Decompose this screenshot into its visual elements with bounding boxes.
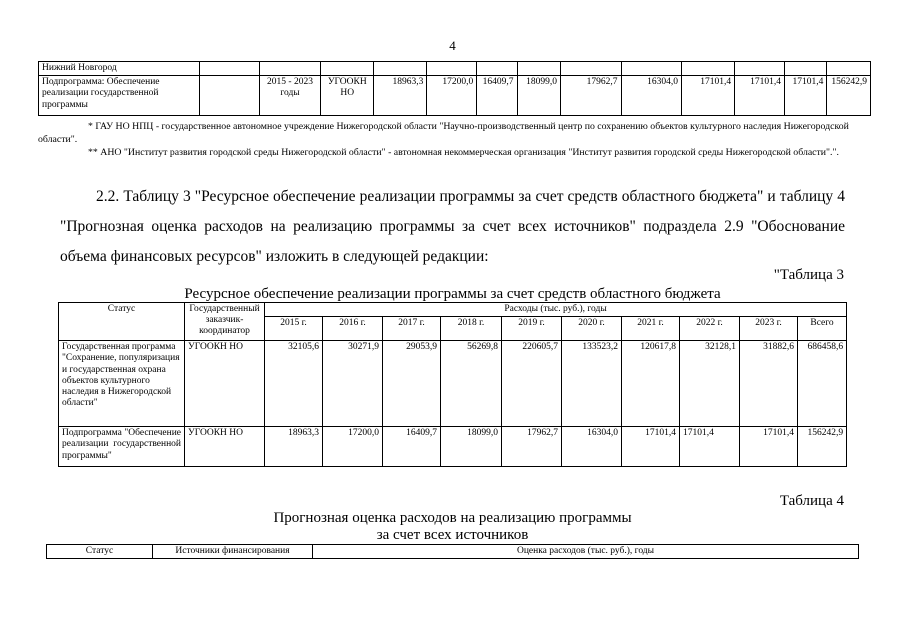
header-customer: Государственный заказчик-координатор [185, 303, 265, 341]
table-row [39, 62, 871, 76]
value-cell: 686458,6 [798, 341, 847, 427]
value-cell: 18099,0 [441, 427, 502, 467]
status-cell: Государственная программа "Сохранение, популяризация и государственная охрана объектов культурного наследия в Нижегородской области" [59, 341, 185, 427]
value-cell: 220605,7 [502, 341, 562, 427]
value-cell: 18963,3 [374, 76, 427, 116]
executor-cell: УГООКН НО [321, 76, 374, 116]
value-cell: 30271,9 [323, 341, 383, 427]
value-cell: 29053,9 [383, 341, 441, 427]
table4 [46, 544, 859, 559]
value-cell: 32128,1 [680, 341, 740, 427]
value-cell: 17200,0 [323, 427, 383, 467]
table4-title-line2: за счет всех источников [376, 527, 529, 543]
header-total: Всего [798, 317, 847, 341]
value-cell: 17962,7 [502, 427, 562, 467]
table4-label: Таблица 4 [779, 493, 844, 509]
period-cell: 2015 - 2023 годы [259, 76, 321, 116]
table-row [39, 76, 871, 116]
value-cell: 16409,7 [477, 76, 517, 116]
value-cell: 156242,9 [827, 76, 871, 116]
table-header-row [47, 545, 859, 559]
value-cell: 32105,6 [265, 341, 323, 427]
header-year: 2018 г. [441, 317, 502, 341]
header-status: Статус [47, 545, 153, 559]
status-cell: Подпрограмма "Обеспечение реализации государственной программы" [59, 427, 185, 467]
value-cell: 56269,8 [441, 341, 502, 427]
table-top [38, 61, 871, 116]
value-cell: 17101,4 [680, 427, 740, 467]
header-expenses: Расходы (тыс. руб.), годы [265, 303, 847, 317]
footnote-1: * ГАУ НО НПЦ - государственное автономное учреждение Нижегородской области "Научно-производственный центр по сохранению объектов культурного наследия Нижегородской области". [38, 121, 849, 145]
value-cell: 156242,9 [798, 427, 847, 467]
header-year: 2020 г. [562, 317, 622, 341]
value-cell: 31882,6 [740, 341, 798, 427]
value-cell: 17101,4 [784, 76, 826, 116]
footnote-2: ** АНО "Институт развития городской среды Нижегородской области" - автономная некоммерческая организация "Институт развития городской среды Нижегородской области".". [88, 147, 839, 158]
header-year: 2023 г. [740, 317, 798, 341]
customer-cell: УГООКН НО [185, 341, 265, 427]
table4-title-line1: Прогнозная оценка расходов на реализацию программы [273, 510, 632, 526]
header-sources: Источники финансирования [153, 545, 313, 559]
table3 [58, 302, 847, 467]
value-cell: 17101,4 [735, 76, 785, 116]
value-cell: 120617,8 [622, 341, 680, 427]
value-cell: 16409,7 [383, 427, 441, 467]
page-number: 4 [449, 38, 456, 53]
value-cell: 17200,0 [427, 76, 477, 116]
value-cell: 133523,2 [562, 341, 622, 427]
table3-title: Ресурсное обеспечение реализации программы за счет средств областного бюджета [184, 286, 721, 302]
row-label: Нижний Новгород [39, 62, 200, 76]
value-cell: 17101,4 [682, 76, 735, 116]
paragraph: 2.2. Таблицу 3 "Ресурсное обеспечение реализации программы за счет средств областного бюджета" и таблицу 4 "Прогнозная оценка расходов на реализацию программы за счет всех источников" подраздела 2.9 "Обоснование объема финансовых ресурсов" изложить в следующей редакции: [60, 188, 845, 265]
row-label: Подпрограмма: Обеспечение реализации государственной программы [39, 76, 200, 116]
table-row [59, 341, 847, 427]
header-year: 2016 г. [323, 317, 383, 341]
value-cell: 18099,0 [517, 76, 561, 116]
header-year: 2017 г. [383, 317, 441, 341]
header-year: 2015 г. [265, 317, 323, 341]
value-cell: 16304,0 [562, 427, 622, 467]
customer-cell: УГООКН НО [185, 427, 265, 467]
table-header-row [59, 303, 847, 317]
value-cell: 16304,0 [621, 76, 681, 116]
value-cell: 17101,4 [622, 427, 680, 467]
value-cell: 17101,4 [740, 427, 798, 467]
header-status: Статус [59, 303, 185, 341]
table3-label: "Таблица 3 [773, 267, 844, 283]
table-row [59, 427, 847, 467]
header-estimate: Оценка расходов (тыс. руб.), годы [313, 545, 859, 559]
value-cell: 18963,3 [265, 427, 323, 467]
value-cell: 17962,7 [561, 76, 621, 116]
header-year: 2022 г. [680, 317, 740, 341]
header-year: 2021 г. [622, 317, 680, 341]
header-year: 2019 г. [502, 317, 562, 341]
